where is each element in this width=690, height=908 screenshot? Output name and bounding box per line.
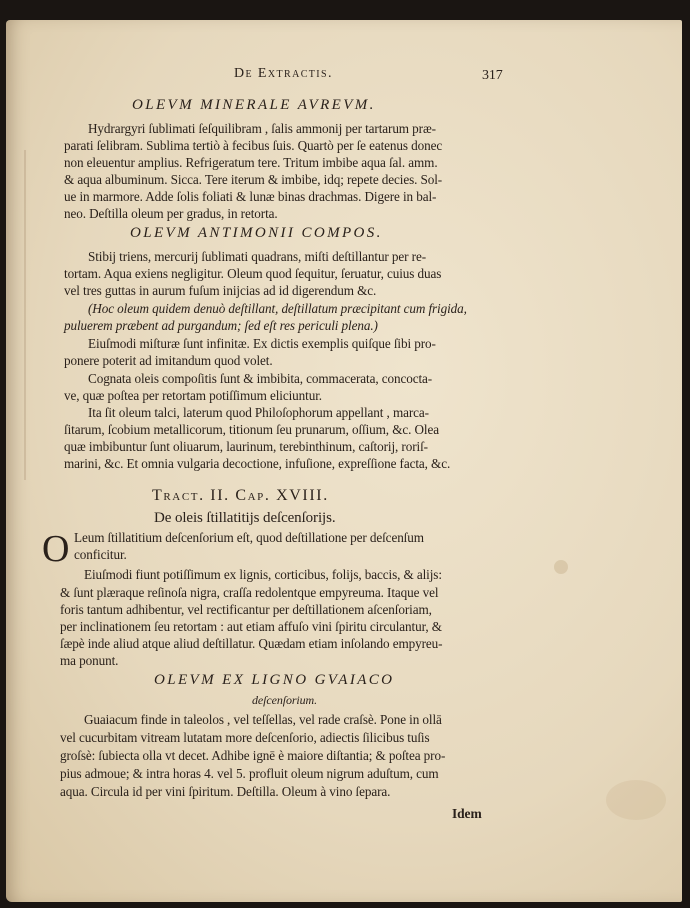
- text-line: ſitarum, ſcobium metallicorum, titionum ſeu prunarum, oſſium, &c. Olea: [64, 422, 439, 437]
- foxing-spot: [554, 560, 568, 574]
- text-line: Guaiacum finde in taleolos , vel teſſellas, vel rade craſsè. Pone in ollā: [84, 712, 442, 727]
- catchword: Idem: [452, 806, 482, 821]
- text-line: vel cucurbitam vitream lutatam more deſcenſorio, adiectis ſilicibus tuſis: [60, 730, 430, 745]
- text-line: Ita ſit oleum talci, laterum quod Philoſophorum appellant , marca-: [88, 405, 429, 420]
- page-number: 317: [482, 68, 503, 83]
- text-line: Eiuſmodi miſturæ ſunt infinitæ. Ex dictis exemplis quiſque ſibi pro-: [88, 336, 436, 351]
- text-line: foris tantum adhibentur, vel rectificantur per deſtillationem aſcenſoriam,: [60, 602, 432, 617]
- text-line: ve, quæ poſtea per retortam potiſſimum eliciuntur.: [64, 388, 322, 403]
- section-title-oleum-minerale: OLEVM MINERALE AVREVM.: [132, 97, 376, 113]
- text-line: marini, &c. Et omnia vulgaria decoctione, infuſione, expreſſione facta, &c.: [64, 456, 451, 471]
- italic-note-line: (Hoc oleum quidem denuò deſtillant, deſtillatum præcipitant cum frigida,: [88, 301, 467, 316]
- section-title-oleum-antimonii: OLEVM ANTIMONII COMPOS.: [130, 225, 383, 241]
- text-line: vel tres guttas in aurum fuſum inijcias ad id digerendum &c.: [64, 283, 377, 298]
- text-line: pius admoue; & intra horas 4. vel 5. profluit oleum nigrum aduſtum, cum: [60, 766, 439, 781]
- text-line: ponere poterit ad imitandum quod volet.: [64, 353, 273, 368]
- text-line: groſsè: ſubiecta olla vt decet. Adhibe ignē è maiore diſtantia; & poſtea pro-: [60, 748, 446, 763]
- text-line: Hydrargyri ſublimati ſeſquilibram , ſalis ammonij per tartarum præ-: [88, 121, 436, 136]
- chapter-heading: Tract. II. Cap. XVIII.: [152, 487, 329, 504]
- drop-cap: O: [42, 528, 70, 570]
- chapter-subheading: De oleis ſtillatitijs deſcenſorijs.: [154, 510, 336, 526]
- text-line: ſæpè inde aliud atque aliud deſtillatur. Quædam etiam inſolando empyreu-: [60, 636, 443, 651]
- text-line: conficitur.: [74, 547, 127, 562]
- running-title: De Extractis.: [234, 66, 333, 81]
- text-line: ma ponunt.: [60, 653, 119, 668]
- text-line: & aqua albuminum. Sicca. Tere iterum & imbibe, idq; repete decies. Sol-: [64, 172, 443, 187]
- text-line: Eiuſmodi fiunt potiſſimum ex lignis, corticibus, folijs, baccis, & alijs:: [84, 567, 442, 582]
- section-subtitle: deſcenſorium.: [252, 693, 318, 707]
- text-line: tortam. Aqua exiens negligitur. Oleum quod ſequitur, ſeruatur, cuius duas: [64, 266, 442, 281]
- text-line: ue in marmore. Adde ſolis foliati & lunæ binas drachmas. Digere in bal-: [64, 189, 437, 204]
- text-line: per inclinationem ſeu retortam : aut etiam affuſo vini ſpiritu circulantur, &: [60, 619, 442, 634]
- text-line: Stibij triens, mercurij ſublimati quadrans, miſti deſtillantur per re-: [88, 249, 426, 264]
- gutter-shadow: [24, 150, 26, 480]
- book-page: [6, 20, 682, 902]
- text-line: parati ſelibram. Sublima tertiò à fecibus ſuis. Quartò per ſe eatenus donec: [64, 138, 443, 153]
- text-line: quæ imbibuntur ſunt oliuarum, laurinum, terebinthinum, caſtorij, roriſ-: [64, 439, 428, 454]
- text-line: non eleuentur amplius. Refrigeratum tere. Tritum imbibe aqua ſal. amm.: [64, 155, 438, 170]
- text-line: neo. Deſtilla oleum per gradus, in retorta.: [64, 206, 278, 221]
- italic-note-line: puluerem præbent ad purgandum; ſed eſt res periculi plena.): [64, 318, 378, 333]
- section-title-oleum-guaiaco: OLEVM EX LIGNO GVAIACO: [154, 672, 395, 688]
- text-line: & ſunt plæraque reſinoſa nigra, craſſa redolentque empyreuma. Itaque vel: [60, 585, 439, 600]
- foxing-stain: [606, 780, 666, 820]
- text-line: Cognata oleis compoſitis ſunt & imbibita, commacerata, concocta-: [88, 371, 433, 386]
- text-line: Leum ſtillatitium deſcenſorium eſt, quod deſtillatione per deſcenſum: [74, 530, 424, 545]
- text-line: aqua. Circula id per vini ſpiritum. Deſtilla. Oleum à vino ſepara.: [60, 784, 391, 799]
